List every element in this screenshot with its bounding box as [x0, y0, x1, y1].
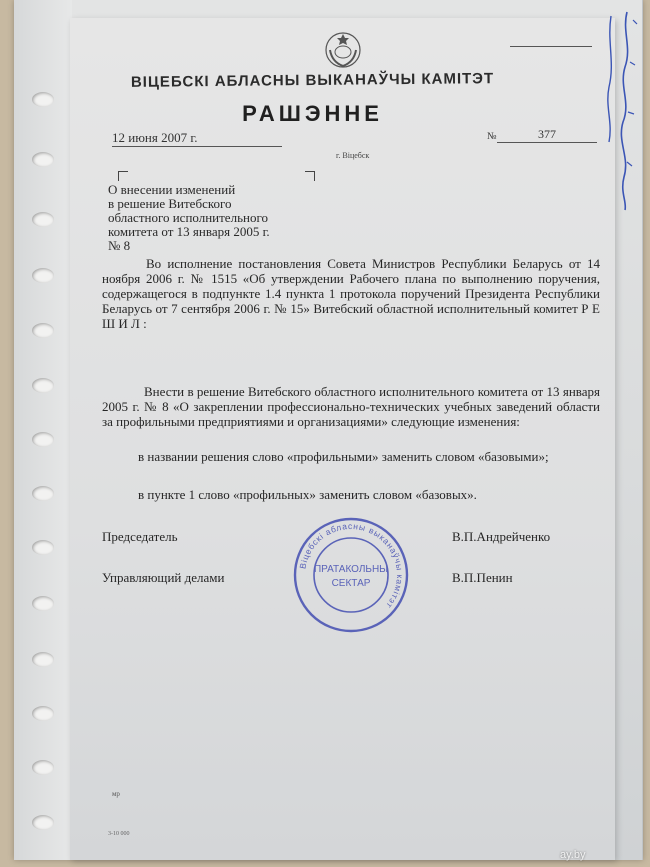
punch-hole	[32, 268, 54, 283]
belarus-emblem-icon	[322, 28, 364, 70]
print-run: 3-10 000	[108, 831, 130, 837]
committee-name: ВІЦЕБСКІ АБЛАСНЫ ВЫКАНАЎЧЫ КАМІТЭТ	[130, 70, 495, 91]
document-number: 377	[497, 127, 597, 143]
subject-block	[108, 183, 318, 253]
sleeve-punched-edge	[14, 0, 72, 860]
signatory-name-manager: В.П.Пенин	[452, 570, 513, 585]
change-item-2: в пункте 1 слово «профильных» заменить словом «базовых».	[138, 487, 477, 502]
punch-hole	[32, 652, 54, 667]
punch-hole	[32, 212, 54, 227]
punch-hole	[32, 760, 54, 775]
number-label: №	[487, 131, 497, 142]
subject-bracket-right	[305, 171, 315, 181]
punch-hole	[32, 378, 54, 393]
footer-code: мр	[112, 790, 120, 798]
site-watermark: ay.by	[560, 849, 586, 861]
punch-hole	[32, 596, 54, 611]
city: г. Віцебск	[336, 151, 370, 160]
preamble-paragraph: Во исполнение постановления Совета Министров Республики Беларусь от 14 ноября 2006 г. № 1515 «Об утверждении Рабочего плана по выполнению поручения, содержащегося в подпункте 1.4 пункта 1 протокола поручений Президента Республики Беларусь от 7 сентября 2006 г. № 15» Витебский областной исполнительный комитет Р Е Ш И Л :	[102, 256, 600, 331]
punch-hole	[32, 540, 54, 555]
document-type: РАШЭННЕ	[242, 101, 383, 126]
punch-hole	[32, 815, 54, 830]
stamp-text-line1: ПРАТАКОЛЬНЫ	[313, 564, 389, 575]
signatory-title-manager: Управляющий делами	[102, 570, 225, 585]
punch-hole	[32, 323, 54, 338]
punch-hole	[32, 706, 54, 721]
subject-line: областного исполнительного	[108, 210, 268, 225]
punch-hole	[32, 486, 54, 501]
stamp-text-line2: СЕКТАР	[331, 578, 371, 589]
punch-hole	[32, 432, 54, 447]
punch-hole	[32, 152, 54, 167]
document-page	[70, 18, 615, 860]
signatory-title-chairman: Председатель	[102, 529, 178, 544]
subject-bracket-left	[118, 171, 128, 181]
subject-line: № 8	[108, 238, 131, 253]
handwritten-note	[597, 2, 643, 212]
subject-line: О внесении изменений	[108, 182, 236, 197]
signatory-name-chairman: В.П.Андрейченко	[452, 529, 551, 544]
change-item-1: в названии решения слово «профильными» заменить словом «базовыми»;	[138, 449, 549, 464]
subject-line: в решение Витебского	[108, 196, 232, 211]
document-date: 12 июня 2007 г.	[112, 130, 282, 147]
header-rule	[510, 46, 592, 47]
stamp-ring-text: Віцебскі абласны выканаўчы камітэт	[297, 520, 406, 611]
decision-paragraph: Внести в решение Витебского областного исполнительного комитета от 13 января 2005 г. № 8 «О закреплении профессионально-технических учебных заведений области за профильными предприятиями и организациями» следующие изменения:	[102, 384, 600, 429]
official-stamp	[292, 516, 410, 634]
subject-line: комитета от 13 января 2005 г.	[108, 224, 270, 239]
